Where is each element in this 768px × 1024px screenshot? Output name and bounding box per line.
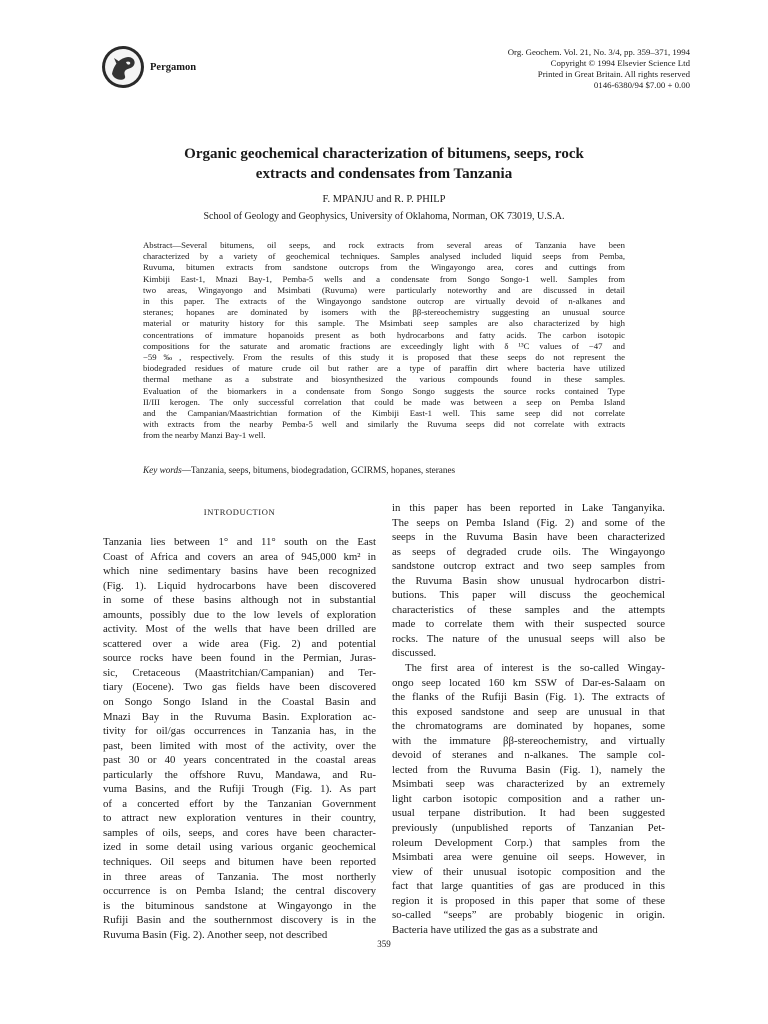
abstract-line: Evaluation of the biomarkers in a condensate from Songo Songo suggests the source rocks contained Type	[143, 385, 625, 396]
body-line: characteristics of these samples and the attempts	[392, 603, 665, 616]
body-line: ongo seep located 160 km SSW of Dar-es-Salaam on	[392, 676, 665, 689]
abstract-line: thermal methane as a substrate and biosynthesized the various compounds found in these samples.	[143, 374, 625, 385]
abstract	[143, 240, 625, 442]
body-line: Bacteria have utilized the gas as a substrate and	[392, 923, 598, 936]
abstract-line: −59‰, respectively. From the results of this study it is proposed that these seeps do not represent the	[143, 352, 625, 363]
journal-citation-line: 0146-6380/94 $7.00 + 0.00	[593, 80, 690, 90]
pergamon-logo-icon	[100, 44, 146, 90]
body-line: samples of oils, seeps, and cores have been character-	[103, 826, 376, 839]
article-affiliation: School of Geology and Geophysics, University of Oklahoma, Norman, OK 73019, U.S.A.	[203, 211, 565, 222]
article-title-line: Organic geochemical characterization of bitumens, seeps, rock	[184, 146, 584, 162]
body-line: particularly the offshore Ruvu, Mandawa, and Ru-	[103, 768, 376, 781]
body-line: Msimbati seep was characterized by an extremely	[392, 778, 665, 791]
body-line: The first area of interest is the so-called Wingay-	[405, 662, 665, 675]
right-column	[392, 501, 665, 937]
article-title-line: extracts and condensates from Tanzania	[255, 166, 513, 182]
abstract-line: characterized by a variety of geochemical techniques. Samples analysed included liquid seeps from Pemba,	[143, 251, 625, 262]
body-line: Rufiji Basin and the southernmost discovery is in the	[103, 914, 376, 927]
body-line: view of their unusual isotopic composition and the	[392, 865, 665, 878]
body-line: roleum Development Corp.) that samples from the	[392, 836, 665, 849]
right-column-body	[392, 501, 665, 937]
keywords	[143, 465, 455, 475]
body-line: lected from the Ruvuma Basin (Fig. 1), namely the	[392, 763, 665, 776]
article-authors: F. MPANJU and R. P. PHILP	[322, 194, 446, 205]
body-line: Msimbati area were genuine oil seeps. However, in	[392, 851, 665, 864]
body-line: usual terpane distribution. It had been suggested	[392, 807, 665, 820]
body-line: tiary (Eocene). Two gas fields have been discovered	[103, 681, 376, 694]
abstract-line: with extracts from the nearby Pemba-5 well and similarly the Ruvuma seeps did not correlate with extracts	[143, 419, 625, 430]
body-line: region it is proposed in this paper that some of these	[392, 894, 665, 907]
body-line: in three areas of Tanzania. The most northerly	[103, 870, 376, 883]
abstract-line: biodegraded residues of mature crude oil but rather are a type of paraffin dirt where bacteria have utilized	[143, 363, 625, 374]
body-line: amounts, possibly due to the low levels of exploration	[103, 608, 376, 621]
body-line: Tanzania lies between 1° and 11° south on the East	[103, 536, 376, 548]
body-line: devoid of steranes and n-alkanes. The sample col-	[392, 749, 665, 762]
journal-citation	[370, 47, 690, 91]
body-line: sandstone outcrop extract and two seep samples from	[392, 560, 665, 573]
body-line: rocks. The nature of the unusual seeps will also be	[392, 632, 665, 645]
abstract-line: Ruvuma, bitumen extracts from sandstone outcrops from the Wingayongo area, cores and cuttings from	[143, 262, 625, 273]
abstract-line: Abstract—Several bitumens, oil seeps, and rock extracts from several areas of Tanzania have been	[143, 240, 625, 250]
page-number: 359	[377, 939, 391, 949]
body-line: past, been limited with most of the activity, over the	[103, 739, 376, 752]
body-line: Ruvuma Basin (Fig. 2). Another seep, not described	[103, 928, 328, 941]
body-line: light carbon isotopic composition and a rather un-	[392, 792, 665, 805]
abstract-line: in this paper. The extracts of the Wingayongo sandstone outcrop are virtually devoid of n-alkanes and	[143, 296, 625, 307]
abstract-line: and the Campanian/Maastrichtian formation of the Kimbiji East-1 well. This same seep did not correlate	[143, 408, 625, 419]
abstract-line: Kimbiji East-1, Mnazi Bay-1, Pemba-5 wells and a condensate from Songo Songo-1 well. Samples from	[143, 273, 625, 284]
abstract-line: two areas, Wingayongo and Msimbati (Ruvuma) were particularly noteworthy and are discussed in detail	[143, 284, 625, 295]
body-line: The seeps on Pemba Island (Fig. 2) and some of the	[392, 516, 665, 529]
body-line: activity. Most of the wells that have been drilled are	[103, 623, 376, 636]
body-line: the chromatograms are dominated by hopanes, some	[392, 720, 665, 733]
body-line: to attract new exploration ventures in their country,	[103, 812, 376, 825]
abstract-line: concentrations of immature hopanoids present as both hydrocarbons and fatty acids. The carbon isotopic	[143, 329, 625, 340]
abstract-line: from the nearby Manzi Bay-1 well.	[143, 430, 266, 441]
journal-citation-line: Copyright © 1994 Elsevier Science Ltd	[550, 58, 690, 68]
keywords-label: Key words	[143, 465, 182, 475]
body-line: sic, Cretaceous (Maastritchian/Campanian) and Ter-	[103, 666, 376, 679]
body-line: fact that large quantities of gas are produced in this	[392, 880, 665, 893]
body-line: of a concerted effort by the Tanzanian Government	[103, 797, 376, 810]
body-line: on Songo Songo Island in the Coastal Basin and	[103, 696, 376, 709]
body-line: scattered over a wide area (Fig. 2) and potential	[103, 637, 376, 650]
body-line: in this paper has been reported in Lake Tanganyika.	[392, 502, 665, 514]
body-line: occurrence is on Pemba Island; the central discovery	[103, 885, 376, 898]
body-line: in some of these basins although not in substantial	[103, 594, 376, 607]
body-line: discussed.	[392, 647, 437, 660]
body-line: butions. This paper will discuss the geochemical	[392, 589, 665, 602]
body-line: source rocks have been found in the Permian, Juras-	[103, 652, 376, 665]
body-line: Mnazi Bay in the Ruvuma Basin. Exploration ac-	[103, 710, 376, 723]
body-line: past 30 or 40 years concentrated in the coastal areas	[103, 754, 376, 767]
body-line: ized in some detail using various organic geochemical	[103, 841, 376, 854]
section-heading: INTRODUCTION	[203, 507, 276, 517]
body-line: tivity for oil/gas occurrences in Tanzania has, in the	[103, 725, 376, 738]
publisher-name: Pergamon	[150, 62, 197, 73]
body-line: this exposed sandstone and seep are unusual in that	[392, 705, 665, 718]
body-line: previously (unpublished reports of Tanzanian Pet-	[392, 822, 665, 835]
body-line: (Fig. 1). Liquid hydrocarbons have been discovered	[103, 579, 376, 592]
abstract-line: material or maturity history for this sample. The Msimbati seep samples are also characterized by high	[143, 318, 625, 329]
body-line: made to correlate them with their suspected source	[392, 618, 665, 631]
body-line: the flanks of the Rufiji Basin (Fig. 1). The extracts of	[392, 691, 665, 704]
body-line: so-called “seeps” are probably biogenic in origin.	[392, 909, 665, 922]
body-line: with the immature ββ-stereochemistry, and virtually	[392, 734, 665, 747]
journal-citation-line: Org. Geochem. Vol. 21, No. 3/4, pp. 359–371, 1994	[507, 47, 690, 57]
journal-citation-line: Printed in Great Britain. All rights reserved	[537, 69, 690, 79]
article-title	[110, 144, 658, 184]
body-line: which nine sedimentary basins have been recognized	[103, 565, 376, 578]
left-column-body	[103, 535, 376, 942]
keywords-text: —Tanzania, seeps, bitumens, biodegradation, GCIRMS, hopanes, steranes	[181, 465, 456, 475]
abstract-line: compositions for the saturate and aromatic fractions are exceedingly light with δ ¹³C values of −47 and	[143, 340, 625, 351]
body-line: the Ruvuma Basin show unusual hydrocarbon distri-	[392, 574, 665, 587]
body-line: is the bituminous sandstone at Wingayongo in the	[103, 899, 376, 912]
body-line: techniques. Oil seeps and bitumen have been reported	[103, 856, 376, 869]
body-line: as seeps of degraded crude oils. The Wingayongo	[392, 545, 665, 558]
abstract-line: II/III kerogen. The only successful correlation that could be made was between a seep on Pemba Island	[143, 396, 625, 407]
abstract-line: steranes; hopanes are dominated by isomers with the ββ-stereochemistry suggesting an unusual source	[143, 307, 625, 318]
body-line: vuma Basins, and the Rufiji Trough (Fig. 1). As part	[103, 783, 376, 796]
body-line: Coast of Africa and covers an area of 945,000 km² in	[103, 550, 376, 563]
left-column	[103, 505, 376, 942]
body-line: seeps in the Ruvuma Basin have been characterized	[392, 531, 665, 544]
